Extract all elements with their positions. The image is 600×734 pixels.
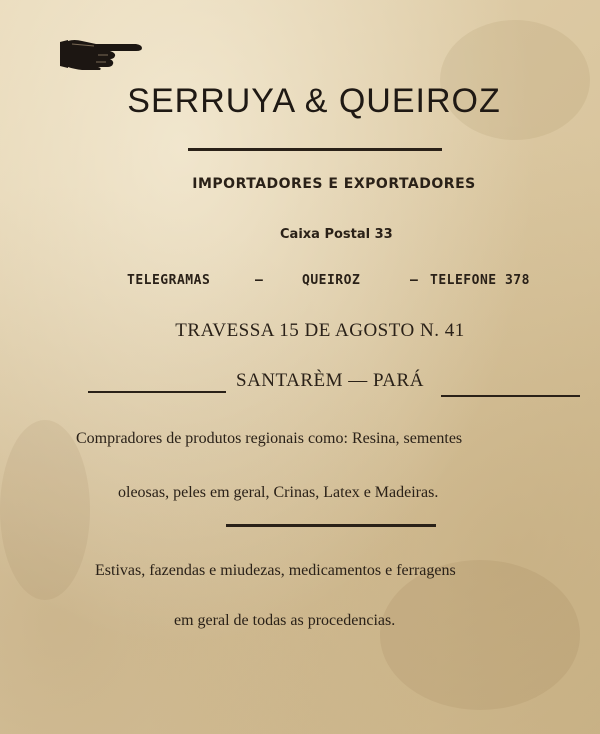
paper-stain [380,560,580,710]
goods-line-2: em geral de todas as procedencias. [174,612,396,629]
telephone-dash: — [410,273,419,288]
telegrams-dash: — [255,273,264,288]
business-type: IMPORTADORES E EXPORTADORES [192,176,476,192]
paper-stain [440,20,590,140]
section-divider [226,524,436,527]
telegrams-label: TELEGRAMAS [127,273,211,288]
goods-line-1: Estivas, fazendas e miudezas, medicamentos e ferragens [95,562,456,579]
pointing-hand-icon [58,36,144,72]
company-name: SERRUYA & QUEIROZ [127,82,501,120]
city: SANTARÈM — PARÁ [236,370,424,391]
title-underline [188,148,442,151]
city-rule-left [88,391,226,393]
buyers-line-2: oleosas, peles em geral, Crinas, Latex e Madeiras. [118,484,439,501]
buyers-line-1: Compradores de produtos regionais como: Resina, sementes [76,430,463,447]
city-rule-right [441,395,580,397]
telephone-number: TELEFONE 378 [430,273,530,288]
po-box: Caixa Postal 33 [280,227,393,242]
telegraphic-address: QUEIROZ [302,273,361,288]
street-address: TRAVESSA 15 DE AGOSTO N. 41 [175,320,465,341]
